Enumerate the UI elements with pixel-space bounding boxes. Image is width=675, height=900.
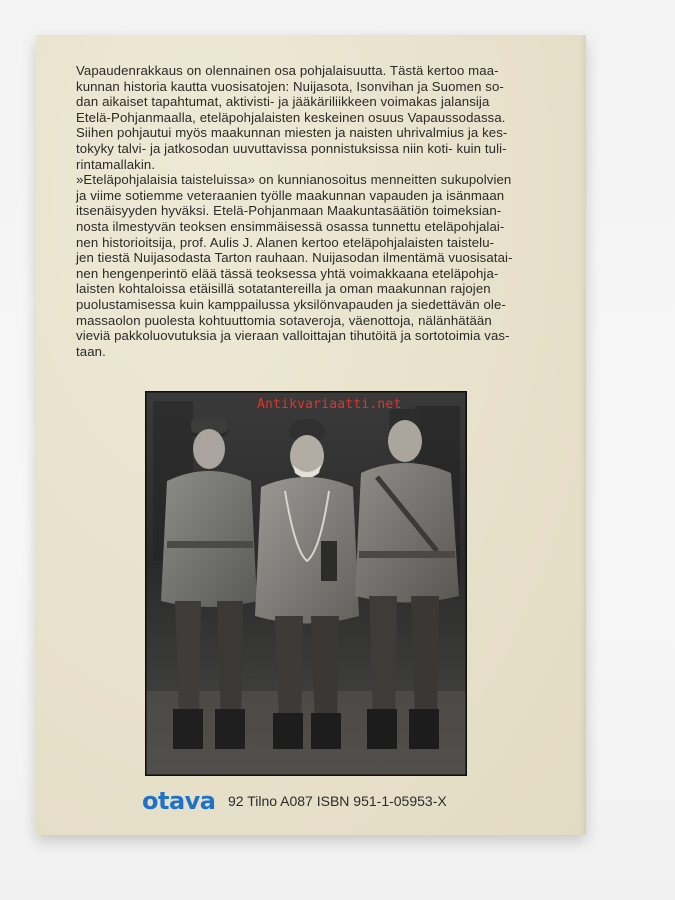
blurb-line: laisten kohtaloissa etäisillä sotatantereilla ja oman maakunnan rajojen <box>76 281 491 297</box>
publication-footer <box>142 787 562 817</box>
blurb-line: »Eteläpohjalaisia taisteluissa» on kunnianosoitus menneitten sukupolvien <box>76 172 512 188</box>
blurb-line: rintamallakin. <box>76 156 156 172</box>
blurb-line: nen hengenperintö elää tässä teoksessa yhtä voimakkaana eteläpohja- <box>76 265 499 281</box>
book <box>36 35 586 835</box>
blurb-line: nosta ilmestyvän teoksen ensimmäisessä osassa tunnettu eteläpohjalai- <box>76 218 505 234</box>
blurb-line: jen tiestä Nuijasodasta Tarton rauhaan. Nuijasodan ilmentämä vuosisatai- <box>76 250 513 266</box>
blurb-line: vieviä pakkoluovutuksia ja vieraan valloittajan tihutöitä ja sortotoimia vas- <box>76 328 510 344</box>
back-cover <box>36 35 586 835</box>
blurb-line: Siihen pohjautui myös maakunnan miesten ja naisten uhrivalmius ja kes- <box>76 125 508 141</box>
blurb-text <box>76 63 556 359</box>
blurb-line: kunnan historia kautta vuosisatojen: Nuijasota, Isonvihan ja Suomen so- <box>76 78 504 94</box>
blurb-line: itsenäisyyden hyväksi. Etelä-Pohjanmaan Maakuntasäätiön toimeksian- <box>76 203 502 219</box>
blurb-line: puolustamisessa kuin kamppailussa yksilönvapauden ja siedettävän ole- <box>76 296 506 312</box>
three-soldiers-photo <box>145 391 467 776</box>
isbn-info: 92 Tilno A087 ISBN 951-1-05953-X <box>228 793 447 809</box>
blurb-line: massaolon puolesta kohtuuttomia sotaveroja, väenottoja, nälänhätään <box>76 312 492 328</box>
watermark-text: Antikvariaatti.net <box>257 397 402 412</box>
blurb-line: nen historioitsija, prof. Aulis J. Alanen kertoo eteläpohjalaisten taistelu- <box>76 234 495 250</box>
blurb-line: tokyky talvi- ja jatkosodan uuvuttavissa ponnistuksissa niin koti- kuin tuli- <box>76 140 507 156</box>
historical-photograph <box>145 391 467 776</box>
blurb-line: Etelä-Pohjanmaalla, eteläpohjalaisten keskeinen osuus Vapaussodassa. <box>76 109 506 125</box>
publisher-logo: otava <box>142 787 216 815</box>
blurb-line: ja viime sotiemme veteraanien työlle maakunnan vapauden ja isänmaan <box>76 187 505 203</box>
blurb-line: dan aikaiset tapahtumat, aktivisti- ja jääkäriliikkeen voimakas jalansija <box>76 94 490 110</box>
blurb-line: taan. <box>76 343 106 359</box>
cover-edge-shadow <box>580 35 586 835</box>
blurb-line: Vapaudenrakkaus on olennainen osa pohjalaisuutta. Tästä kertoo maa- <box>76 63 499 78</box>
